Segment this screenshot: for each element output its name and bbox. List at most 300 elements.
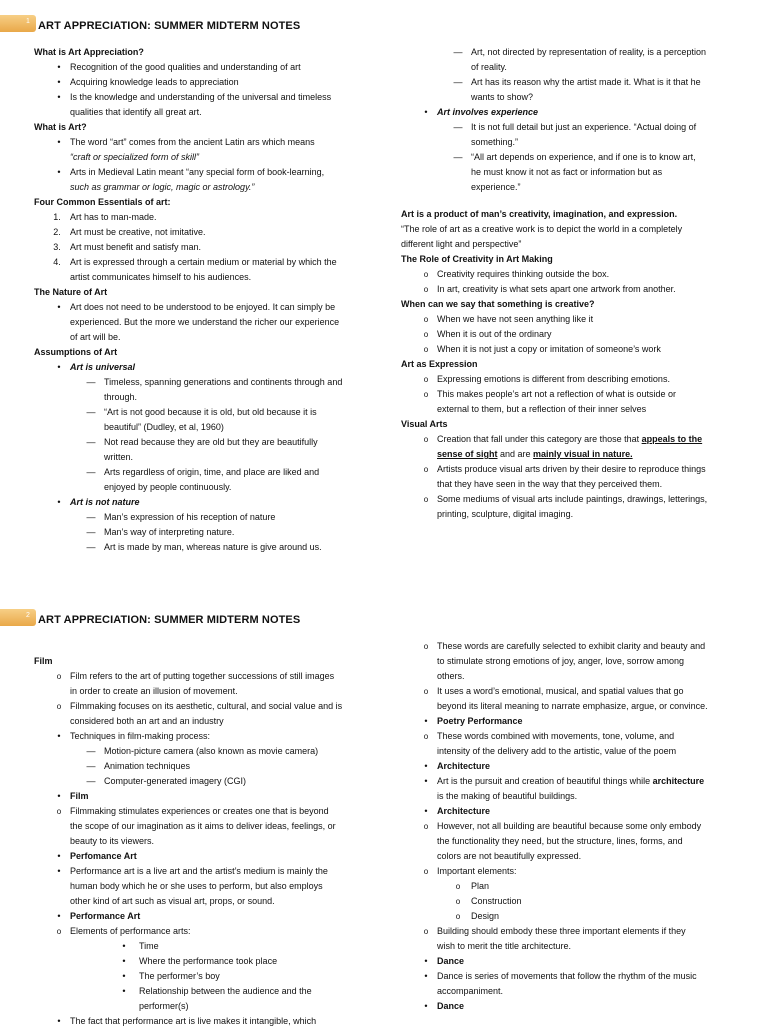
list-item-text: in order to create an illusion of movement.	[70, 686, 238, 696]
list-item	[34, 330, 394, 345]
bullet-icon: •	[57, 791, 61, 801]
list-item	[401, 432, 741, 447]
circle-bullet-icon: o	[423, 495, 429, 504]
list-item	[34, 714, 394, 729]
page-number: 2	[26, 612, 30, 619]
page-title: ART APPRECIATION: SUMMER MIDTERM NOTES	[38, 20, 301, 32]
list-item	[401, 135, 741, 150]
list-item-text: Film	[70, 791, 89, 801]
list-item	[34, 165, 394, 180]
bullet-icon: •	[57, 497, 61, 507]
list-item-text: Art involves experience	[437, 107, 539, 117]
list-item-text: Art has its reason why the artist made it. What is it that he	[471, 77, 701, 87]
list-item	[34, 924, 394, 939]
list-item	[401, 492, 741, 507]
list-item	[401, 819, 741, 834]
list-item	[401, 684, 741, 699]
list-item-text: Art is not nature	[70, 497, 140, 507]
list-item	[401, 759, 741, 774]
list-item-text: Art does not need to be understood to be enjoyed. It can simply be	[70, 302, 336, 312]
list-item-text	[437, 447, 633, 462]
list-item-text: that they have seen in the way that they perceived them.	[437, 479, 663, 489]
list-item	[401, 729, 741, 744]
list-item-text: In art, creativity is what sets apart one artwork from another.	[437, 284, 676, 294]
list-item-text: something.”	[471, 137, 519, 147]
list-item-text: Arts in Medieval Latin meant “any special form of book-learning,	[70, 167, 325, 177]
list-item	[401, 180, 741, 195]
list-item	[401, 879, 741, 894]
list-item	[34, 480, 394, 495]
text-run: Art is the pursuit and creation of beautiful things while	[437, 776, 653, 786]
list-item	[34, 375, 394, 390]
list-item-text: qualities that identify all great art.	[70, 107, 202, 117]
list-item-text: colors are not beautifully expressed.	[437, 851, 582, 861]
list-item-text: Construction	[471, 896, 522, 906]
list-item	[34, 60, 394, 75]
circle-bullet-icon: o	[423, 687, 429, 696]
list-item-text: Timeless, spanning generations and continents through and	[104, 377, 343, 387]
list-item	[401, 954, 741, 969]
list-item	[401, 969, 741, 984]
list-item	[401, 924, 741, 939]
list-item	[34, 849, 394, 864]
text-run: sense of sight	[437, 449, 498, 459]
list-item-text: Art is expressed through a certain medium or material by which the	[70, 257, 337, 267]
list-item-text: Computer-generated imagery (CGI)	[104, 776, 247, 786]
list-item	[401, 804, 741, 819]
list-item-text: When it is not just a copy or imitation of someone’s work	[437, 344, 661, 354]
list-item-text: external to them, but a reflection of their inner selves	[437, 404, 647, 414]
list-item-text: wish to merit the title architecture.	[437, 941, 572, 951]
list-item	[401, 507, 741, 522]
list-item-text: Motion-picture camera (also known as movie camera)	[104, 746, 319, 756]
list-item	[34, 819, 394, 834]
list-item	[401, 639, 741, 654]
list-item-text: Plan	[471, 881, 490, 891]
list-item-text: beyond its literal meaning to narrate emphasize, argue, or convince.	[437, 701, 708, 711]
list-item-text: Arts regardless of origin, time, and place are liked and	[104, 467, 320, 477]
list-item-text: Not read because they are old but they are beautifully	[104, 437, 318, 447]
list-item	[401, 90, 741, 105]
dash-marker: —	[86, 407, 96, 417]
section-heading: What is Art?	[34, 122, 87, 132]
list-item-text: However, not all building are beautiful because some only embody	[437, 821, 702, 831]
list-item-text: written.	[104, 452, 134, 462]
page-number: 1	[26, 18, 30, 25]
list-item-text: Art has to man-made.	[70, 212, 157, 222]
bullet-icon: •	[122, 941, 126, 951]
circle-bullet-icon: o	[423, 732, 429, 741]
list-item-text: intensity of the delivery add to the artistic, value of the poem	[437, 746, 677, 756]
dash-marker: —	[453, 77, 463, 87]
list-item-text: Expressing emotions is different from describing emotions.	[437, 374, 670, 384]
list-item	[401, 447, 741, 462]
list-number: 3.	[53, 242, 61, 252]
list-item-text: of art will be.	[70, 332, 121, 342]
list-item-text: experience.”	[471, 182, 521, 192]
list-item	[34, 699, 394, 714]
list-item	[34, 1014, 394, 1029]
circle-bullet-icon: o	[423, 315, 429, 324]
list-item	[401, 372, 741, 387]
list-item-text: Art is made by man, whereas nature is give around us.	[104, 542, 322, 552]
list-item	[34, 240, 394, 255]
list-item	[401, 699, 741, 714]
bullet-icon: •	[57, 362, 61, 372]
list-item	[401, 849, 741, 864]
list-item-text	[437, 432, 702, 447]
list-item	[34, 789, 394, 804]
page-number-badge	[0, 15, 36, 32]
list-item	[401, 342, 741, 357]
bullet-icon: •	[57, 1016, 61, 1026]
list-item-text: Dance	[437, 1001, 465, 1011]
list-item	[34, 954, 394, 969]
list-item	[401, 312, 741, 327]
list-number: 4.	[53, 257, 61, 267]
list-item-text: the scope of our imagination as it aims to deliver ideas, feelings, or	[70, 821, 336, 831]
list-item	[34, 150, 394, 165]
bullet-icon: •	[424, 761, 428, 771]
list-item	[401, 714, 741, 729]
list-item-text: Perfomance Art	[70, 851, 137, 861]
circle-bullet-icon: o	[423, 435, 429, 444]
list-item-text: printing, sculpture, digital imaging.	[437, 509, 574, 519]
list-item	[401, 774, 741, 789]
list-item-text: Man’s way of interpreting nature.	[104, 527, 235, 537]
list-item-text: Building should embody these three important elements if they	[437, 926, 686, 936]
list-item	[401, 267, 741, 282]
list-item	[34, 210, 394, 225]
list-item	[401, 834, 741, 849]
list-item-text: “All art depends on experience, and if one is to know art,	[471, 152, 696, 162]
list-item	[34, 969, 394, 984]
list-item	[401, 60, 741, 75]
list-item-text: Art is universal	[70, 362, 136, 372]
list-item-text: When we have not seen anything like it	[437, 314, 594, 324]
bullet-icon: •	[424, 1001, 428, 1011]
bullet-icon: •	[57, 911, 61, 921]
list-item-text: Dance is series of movements that follow the rhythm of the music	[437, 971, 697, 981]
list-item	[401, 909, 741, 924]
list-item	[401, 669, 741, 684]
list-item	[34, 135, 394, 150]
list-item	[34, 255, 394, 270]
list-item-text: Art must benefit and satisfy man.	[70, 242, 202, 252]
list-item-text: Where the performance took place	[139, 956, 278, 966]
list-item	[34, 300, 394, 315]
bullet-icon: •	[57, 731, 61, 741]
list-item	[401, 894, 741, 909]
list-item-text: Animation techniques	[104, 761, 191, 771]
list-item	[34, 510, 394, 525]
bullet-icon: •	[424, 776, 428, 786]
circle-bullet-icon: o	[455, 912, 461, 921]
list-item-text: the functionality they need, but the structure, lines, forms, and	[437, 836, 683, 846]
list-item-text: These words combined with movements, tone, volume, and	[437, 731, 675, 741]
list-item	[401, 402, 741, 417]
list-item-text: other kind of art such as visual art, props, or sound.	[70, 896, 275, 906]
list-item	[34, 495, 394, 510]
list-item	[34, 684, 394, 699]
page-2	[0, 600, 768, 1024]
list-item-text: The performer’s boy	[139, 971, 220, 981]
list-item-text: accompaniment.	[437, 986, 504, 996]
list-item	[34, 894, 394, 909]
bullet-icon: •	[57, 77, 61, 87]
list-item	[401, 744, 741, 759]
list-item	[34, 669, 394, 684]
circle-bullet-icon: o	[56, 702, 62, 711]
list-item	[401, 999, 741, 1014]
list-item	[34, 804, 394, 819]
list-item-text: It uses a word’s emotional, musical, and spatial values that go	[437, 686, 684, 696]
list-item-text: Time	[139, 941, 159, 951]
list-item-text: Acquiring knowledge leads to appreciation	[70, 77, 239, 87]
list-item	[34, 939, 394, 954]
list-item-text: These words are carefully selected to exhibit clarity and beauty and	[437, 641, 706, 651]
list-item	[34, 450, 394, 465]
bullet-icon: •	[57, 62, 61, 72]
list-item-text: such as grammar or logic, magic or astrology.”	[70, 182, 255, 192]
page-number-badge	[0, 609, 36, 626]
section-heading: Art is a product of man’s creativity, imagination, and expression.	[401, 209, 678, 219]
list-item-text: experienced. But the more we understand the richer our experience	[70, 317, 340, 327]
list-item-text: Relationship between the audience and the	[139, 986, 312, 996]
list-item-text: Film refers to the art of putting together successions of still images	[70, 671, 335, 681]
list-item-text: Man’s expression of his reception of nature	[104, 512, 276, 522]
dash-marker: —	[86, 527, 96, 537]
list-item	[34, 405, 394, 420]
bullet-icon: •	[424, 716, 428, 726]
bullet-icon: •	[424, 971, 428, 981]
bullet-icon: •	[424, 107, 428, 117]
list-item-text: Important elements:	[437, 866, 517, 876]
list-item	[401, 120, 741, 135]
list-item-text: Techniques in film-making process:	[70, 731, 211, 741]
circle-bullet-icon: o	[56, 807, 62, 816]
list-item	[401, 45, 741, 60]
circle-bullet-icon: o	[423, 270, 429, 279]
bullet-icon: •	[122, 956, 126, 966]
list-item-text: Is the knowledge and understanding of the universal and timeless	[70, 92, 332, 102]
list-item	[34, 999, 394, 1014]
section-heading: What is Art Appreciation?	[34, 47, 144, 57]
bullet-icon: •	[57, 851, 61, 861]
list-item-text: Architecture	[437, 806, 491, 816]
circle-bullet-icon: o	[56, 672, 62, 681]
list-item	[34, 465, 394, 480]
text-run: Creation that fall under this category are those that	[437, 434, 642, 444]
page-1-left-column	[34, 45, 394, 555]
list-item	[401, 105, 741, 120]
list-item-text: Artists produce visual arts driven by their desire to reproduce things	[437, 464, 706, 474]
list-item	[34, 525, 394, 540]
dash-marker: —	[453, 152, 463, 162]
list-item-text: Filmmaking stimulates experiences or creates one that is beyond	[70, 806, 329, 816]
circle-bullet-icon: o	[455, 882, 461, 891]
list-item	[401, 327, 741, 342]
list-item	[34, 90, 394, 105]
list-item	[34, 879, 394, 894]
list-item-text: Performance Art	[70, 911, 141, 921]
section-heading: Art as Expression	[401, 359, 478, 369]
circle-bullet-icon: o	[56, 927, 62, 936]
list-item	[34, 834, 394, 849]
list-item-text: This makes people’s art not a reflection of what is outside or	[437, 389, 676, 399]
list-item-text: “craft or specialized form of skill”	[70, 152, 200, 162]
list-item-text: Filmmaking focuses on its aesthetic, cultural, and social value and is	[70, 701, 343, 711]
list-item-text: Art must be creative, not imitative.	[70, 227, 206, 237]
list-item	[401, 939, 741, 954]
section-heading: The Role of Creativity in Art Making	[401, 254, 553, 264]
list-item-text: beautiful” (Dudley, et al, 1960)	[104, 422, 224, 432]
list-item	[34, 315, 394, 330]
list-item	[401, 150, 741, 165]
list-item-text: enjoyed by people continuously.	[104, 482, 232, 492]
list-item-text: Some mediums of visual arts include paintings, drawings, letterings,	[437, 494, 708, 504]
list-item	[34, 984, 394, 999]
list-item	[34, 759, 394, 774]
list-item	[34, 225, 394, 240]
paragraph-line: “The role of art as a creative work is to depict the world in a completely	[401, 224, 683, 234]
list-item	[401, 387, 741, 402]
list-item-text: Poetry Performance	[437, 716, 523, 726]
list-item-text: When it is out of the ordinary	[437, 329, 552, 339]
circle-bullet-icon: o	[423, 390, 429, 399]
list-item-text: Creativity requires thinking outside the box.	[437, 269, 610, 279]
list-item-text: Art, not directed by representation of reality, is a perception	[471, 47, 706, 57]
section-heading: Assumptions of Art	[34, 347, 118, 357]
list-item	[34, 744, 394, 759]
list-item	[34, 105, 394, 120]
list-item	[34, 909, 394, 924]
bullet-icon: •	[57, 302, 61, 312]
list-item	[34, 420, 394, 435]
list-item-text: to stimulate strong emotions of joy, anger, love, sorrow among	[437, 656, 684, 666]
dash-marker: —	[86, 776, 96, 786]
dash-marker: —	[86, 437, 96, 447]
list-item-text: human body which he or she uses to perform, but also employs	[70, 881, 323, 891]
page-2-left-column	[34, 654, 394, 1029]
list-item	[34, 774, 394, 789]
list-item	[34, 540, 394, 555]
bullet-icon: •	[424, 956, 428, 966]
text-run: mainly visual in nature.	[533, 449, 633, 459]
list-item-text: artist communicates himself to his audiences.	[70, 272, 252, 282]
list-item-text: others.	[437, 671, 465, 681]
dash-marker: —	[86, 467, 96, 477]
list-item	[401, 864, 741, 879]
circle-bullet-icon: o	[423, 927, 429, 936]
bullet-icon: •	[57, 92, 61, 102]
list-item-text: Recognition of the good qualities and understanding of art	[70, 62, 301, 72]
list-item	[34, 435, 394, 450]
list-item	[401, 477, 741, 492]
list-item-text: through.	[104, 392, 138, 402]
list-item	[401, 984, 741, 999]
list-item	[401, 75, 741, 90]
dash-marker: —	[86, 761, 96, 771]
list-item-text: considered both an art and an industry	[70, 716, 224, 726]
list-item-text: performer(s)	[139, 1001, 189, 1011]
list-item	[401, 654, 741, 669]
circle-bullet-icon: o	[423, 285, 429, 294]
list-item-text	[437, 774, 704, 789]
list-item	[401, 165, 741, 180]
list-item	[34, 360, 394, 375]
dash-marker: —	[86, 746, 96, 756]
section-heading: Visual Arts	[401, 419, 448, 429]
list-item-text: he must know it not as fact or information but as	[471, 167, 663, 177]
circle-bullet-icon: o	[423, 867, 429, 876]
bullet-icon: •	[57, 137, 61, 147]
dash-marker: —	[86, 542, 96, 552]
list-item-text: Performance art is a live art and the artist’s medium is mainly the	[70, 866, 328, 876]
section-heading: Four Common Essentials of art:	[34, 197, 171, 207]
list-item-text: beauty to its viewers.	[70, 836, 155, 846]
page-title: ART APPRECIATION: SUMMER MIDTERM NOTES	[38, 614, 301, 626]
list-item-text: Dance	[437, 956, 465, 966]
list-item-text: of reality.	[471, 62, 507, 72]
list-item	[34, 180, 394, 195]
section-heading: Film	[34, 656, 53, 666]
page-2-right-column	[401, 639, 741, 1014]
bullet-icon: •	[424, 806, 428, 816]
list-number: 1.	[53, 212, 61, 222]
section-heading: The Nature of Art	[34, 287, 108, 297]
list-item	[34, 864, 394, 879]
list-item-text: Elements of performance arts:	[70, 926, 191, 936]
list-item-text: wants to show?	[471, 92, 534, 102]
text-run: appeals to the	[641, 434, 703, 444]
list-item-text: Design	[471, 911, 500, 921]
spacer	[401, 195, 741, 207]
list-item	[34, 729, 394, 744]
list-item-text: is the making of beautiful buildings.	[437, 791, 578, 801]
list-item	[34, 390, 394, 405]
dash-marker: —	[86, 377, 96, 387]
dash-marker: —	[453, 122, 463, 132]
section-heading: When can we say that something is creative?	[401, 299, 595, 309]
page-1-right-column	[401, 45, 741, 522]
circle-bullet-icon: o	[423, 330, 429, 339]
circle-bullet-icon: o	[423, 642, 429, 651]
dash-marker: —	[453, 47, 463, 57]
list-item-text: The fact that performance art is live makes it intangible, which	[70, 1016, 317, 1026]
list-item-text: “Art is not good because it is old, but old because it is	[104, 407, 317, 417]
text-run: architecture	[652, 776, 705, 786]
bullet-icon: •	[57, 167, 61, 177]
dash-marker: —	[86, 512, 96, 522]
list-item	[401, 789, 741, 804]
bullet-icon: •	[122, 986, 126, 996]
text-run: and are	[497, 449, 534, 459]
list-item	[401, 462, 741, 477]
list-item	[34, 75, 394, 90]
circle-bullet-icon: o	[423, 345, 429, 354]
circle-bullet-icon: o	[455, 897, 461, 906]
list-item	[401, 282, 741, 297]
circle-bullet-icon: o	[423, 375, 429, 384]
list-item-text: It is not full detail but just an experience. “Actual doing of	[471, 122, 697, 132]
circle-bullet-icon: o	[423, 465, 429, 474]
paragraph-line: different light and perspective”	[401, 239, 522, 249]
list-item-text: The word “art” comes from the ancient Latin ars which means	[70, 137, 315, 147]
list-item	[34, 270, 394, 285]
list-number: 2.	[53, 227, 61, 237]
list-item-text: Architecture	[437, 761, 491, 771]
